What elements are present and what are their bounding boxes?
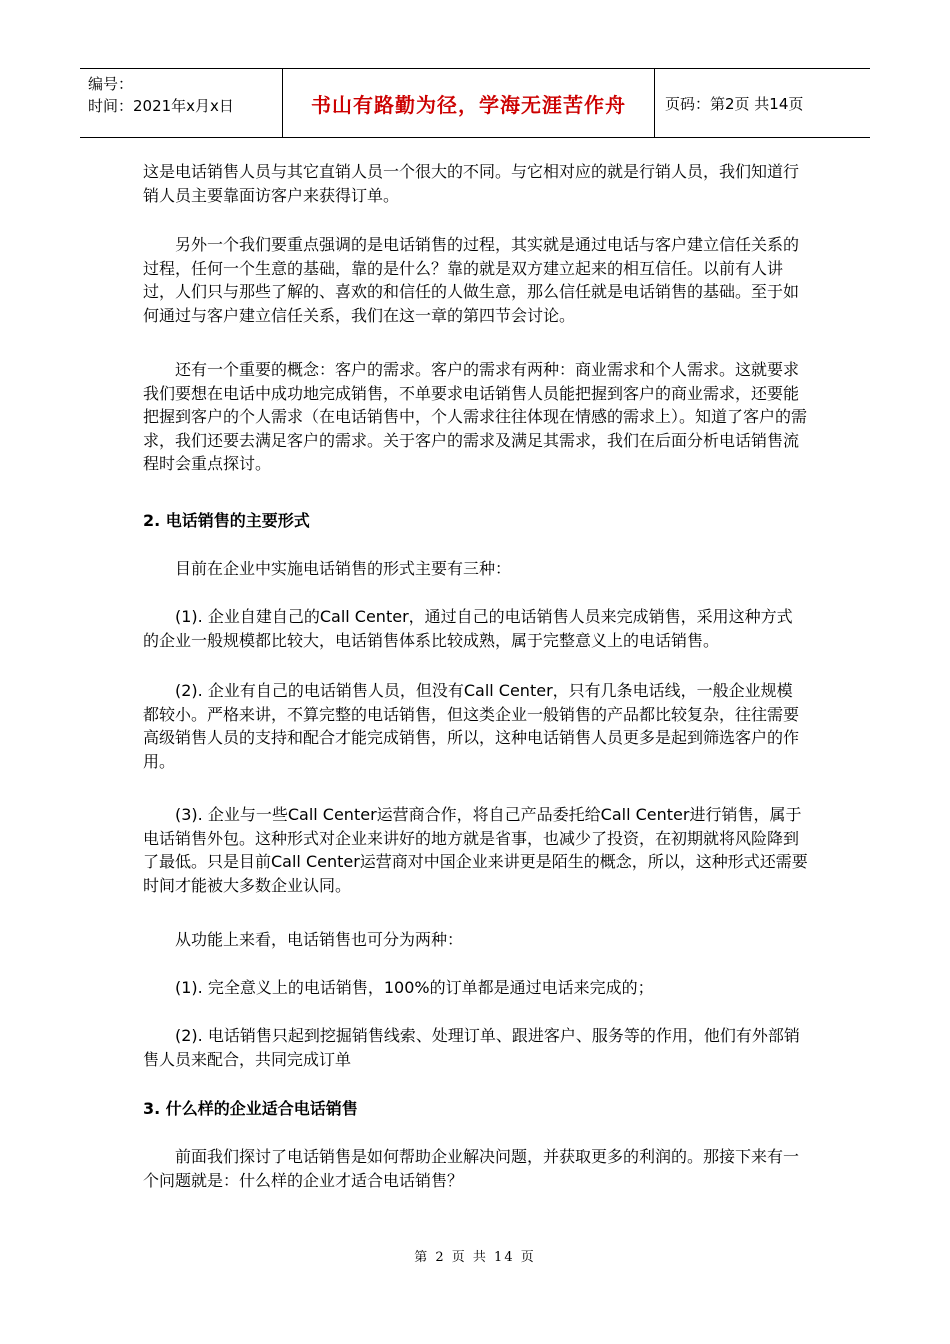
header-meta [80, 69, 282, 137]
header-page-label: 页码：第2页 共14页 [665, 94, 804, 113]
body-paragraph: 目前在企业中实施电话销售的形式主要有三种： [175, 559, 512, 578]
list-item: (1). 企业自建自己的Call Center，通过自己的电话销售人员来完成销售，采用这种方式的企业一般规模都比较大，电话销售体系比较成熟，属于完整意义上的电话销售。 [143, 607, 793, 650]
list-item: (1). 完全意义上的电话销售，100%的订单都是通过电话来完成的； [175, 978, 654, 997]
body-paragraph: 从功能上来看，电话销售也可分为两种： [175, 930, 464, 949]
header-motto: 书山有路勤为径，学海无涯苦作舟 [282, 69, 655, 137]
document-number-label: 编号： [88, 75, 134, 93]
section-heading: 3. 什么样的企业适合电话销售 [143, 1099, 358, 1118]
document-date-label: 时间：2021年x月x日 [88, 97, 234, 115]
body-paragraph: 还有一个重要的概念：客户的需求。客户的需求有两种：商业需求和个人需求。这就要求我们要想在电话中成功地完成销售，不单要求电话销售人员能把握到客户的商业需求，还要能把握到客户的个人需求（在电话销售中，个人需求往往体现在情感的需求上）。知道了客户的需求，我们还要去满足客户的需求。关于客户的需求及满足其需求，我们在后面分析电话销售流程时会重点探讨。 [143, 360, 808, 473]
list-item: (2). 企业有自己的电话销售人员，但没有Call Center，只有几条电话线，一般企业规模都较小。严格来讲，不算完整的电话销售，但这类企业一般销售的产品都比较复杂，往往需要高级销售人员的支持和配合才能完成销售，所以，这种电话销售人员更多是起到筛选客户的作用。 [143, 681, 800, 771]
list-item: (2). 电话销售只起到挖掘销售线索、处理订单、跟进客户、服务等的作用，他们有外部销售人员来配合，共同完成订单 [143, 1026, 800, 1069]
section-heading: 2. 电话销售的主要形式 [143, 511, 310, 530]
body-paragraph: 另外一个我们要重点强调的是电话销售的过程，其实就是通过电话与客户建立信任关系的过程，任何一个生意的基础，靠的是什么？靠的就是双方建立起来的相互信任。以前有人讲过，人们只与那些了解的、喜欢的和信任的人做生意，那么信任就是电话销售的基础。至于如何通过与客户建立信任关系，我们在这一章的第四节会讨论。 [143, 235, 800, 325]
list-item: (3). 企业与一些Call Center运营商合作，将自己产品委托给Call Center进行销售，属于电话销售外包。这种形式对企业来讲好的地方就是省事，也减少了投资，在初期就将风险降到了最低。只是目前Call Center运营商对中国企业来讲更是陌生的概念，所以，这种形式还需要时间才能被大多数企业认同。 [143, 805, 808, 895]
body-paragraph: 前面我们探讨了电话销售是如何帮助企业解决问题，并获取更多的利润的。那接下来有一个问题就是：什么样的企业才适合电话销售？ [143, 1147, 800, 1190]
page-header [80, 68, 870, 138]
page-footer: 第 2 页 共 14 页 [414, 1250, 536, 1265]
body-paragraph: 这是电话销售人员与其它直销人员一个很大的不同。与它相对应的就是行销人员，我们知道行销人员主要靠面访客户来获得订单。 [143, 162, 800, 205]
